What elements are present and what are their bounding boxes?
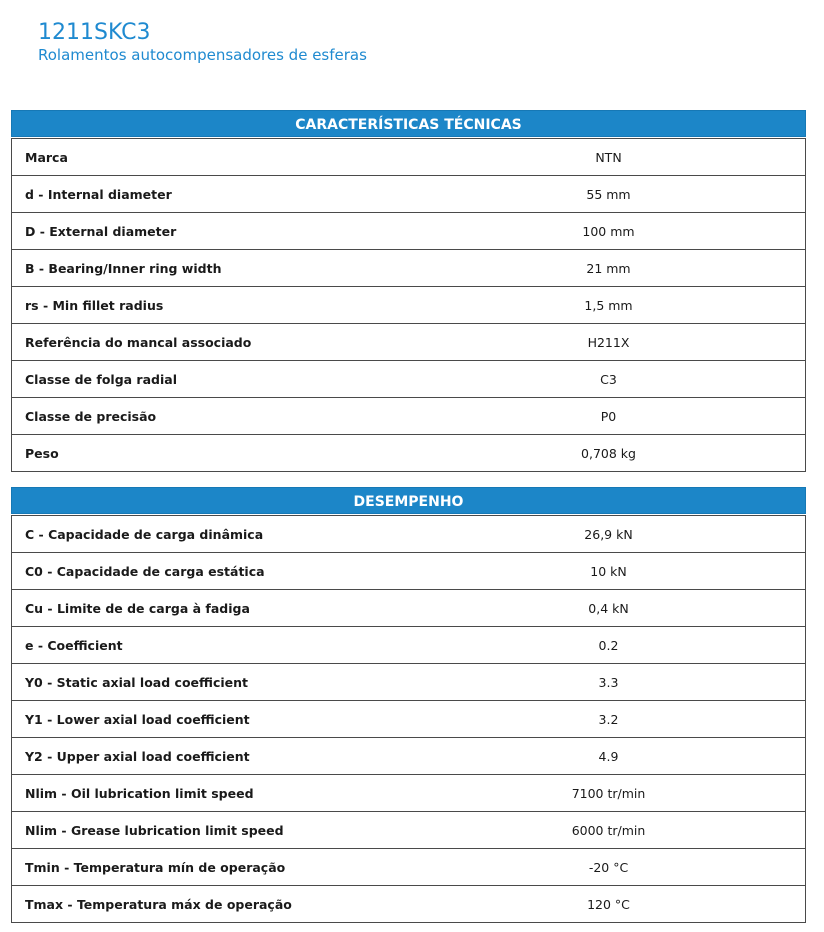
table-row [12, 700, 805, 737]
spec-table [11, 138, 806, 472]
row-label: Y1 - Lower axial load coefficient [25, 711, 250, 727]
table-row [12, 589, 805, 626]
row-label: Nlim - Oil lubrication limit speed [25, 785, 254, 801]
table-row [12, 885, 805, 922]
table-row [12, 811, 805, 848]
row-value: 0.2 [598, 637, 619, 653]
row-value: NTN [595, 149, 622, 165]
row-value: 6000 tr/min [571, 822, 646, 838]
row-value: 1,5 mm [584, 297, 633, 313]
table-row [12, 663, 805, 700]
technical-characteristics-section [11, 110, 806, 472]
row-value: 7100 tr/min [571, 785, 646, 801]
row-label: Y2 - Upper axial load coefficient [25, 748, 250, 764]
page-title: 1211SKC3 [38, 20, 151, 45]
row-value: 0,4 kN [588, 600, 629, 616]
row-value: 26,9 kN [584, 526, 633, 542]
section-header: CARACTERÍSTICAS TÉCNICAS [11, 110, 806, 137]
row-value: P0 [600, 408, 617, 424]
row-label: D - External diameter [25, 223, 177, 239]
row-label: Peso [25, 445, 59, 461]
table-row [12, 323, 805, 360]
table-row [12, 552, 805, 589]
table-row [12, 249, 805, 286]
row-label: Marca [25, 149, 68, 165]
row-label: Tmax - Temperatura máx de operação [25, 896, 292, 912]
table-row [12, 434, 805, 471]
row-value: 100 mm [582, 223, 635, 239]
row-label: Referência do mancal associado [25, 334, 252, 350]
row-label: d - Internal diameter [25, 186, 172, 202]
row-value: 10 kN [590, 563, 627, 579]
performance-table [11, 515, 806, 923]
table-row [12, 175, 805, 212]
row-label: Cu - Limite de de carga à fadiga [25, 600, 250, 616]
row-value: 3.2 [598, 711, 619, 727]
row-label: C0 - Capacidade de carga estática [25, 563, 265, 579]
table-row [12, 516, 805, 552]
row-value: 120 °C [587, 896, 630, 912]
row-label: e - Coefficient [25, 637, 123, 653]
row-value: 3.3 [598, 674, 619, 690]
page-subtitle: Rolamentos autocompensadores de esferas [38, 46, 367, 64]
row-label: B - Bearing/Inner ring width [25, 260, 222, 276]
row-label: C - Capacidade de carga dinâmica [25, 526, 264, 542]
table-row [12, 212, 805, 249]
table-row [12, 139, 805, 175]
table-row [12, 397, 805, 434]
row-value: -20 °C [588, 859, 629, 875]
table-row [12, 737, 805, 774]
row-value: H211X [587, 334, 630, 350]
row-value: 4.9 [598, 748, 619, 764]
table-row [12, 360, 805, 397]
row-label: Tmin - Temperatura mín de operação [25, 859, 286, 875]
table-row [12, 626, 805, 663]
row-value: C3 [600, 371, 617, 387]
table-row [12, 848, 805, 885]
section-header: DESEMPENHO [11, 487, 806, 514]
row-label: Classe de precisão [25, 408, 157, 424]
row-label: rs - Min fillet radius [25, 297, 164, 313]
row-label: Nlim - Grease lubrication limit speed [25, 822, 284, 838]
row-label: Y0 - Static axial load coefficient [25, 674, 248, 690]
performance-section [11, 487, 806, 923]
row-label: Classe de folga radial [25, 371, 177, 387]
page-header [38, 20, 367, 64]
table-row [12, 286, 805, 323]
row-value: 21 mm [586, 260, 631, 276]
row-value: 0,708 kg [581, 445, 636, 461]
table-row [12, 774, 805, 811]
row-value: 55 mm [586, 186, 631, 202]
